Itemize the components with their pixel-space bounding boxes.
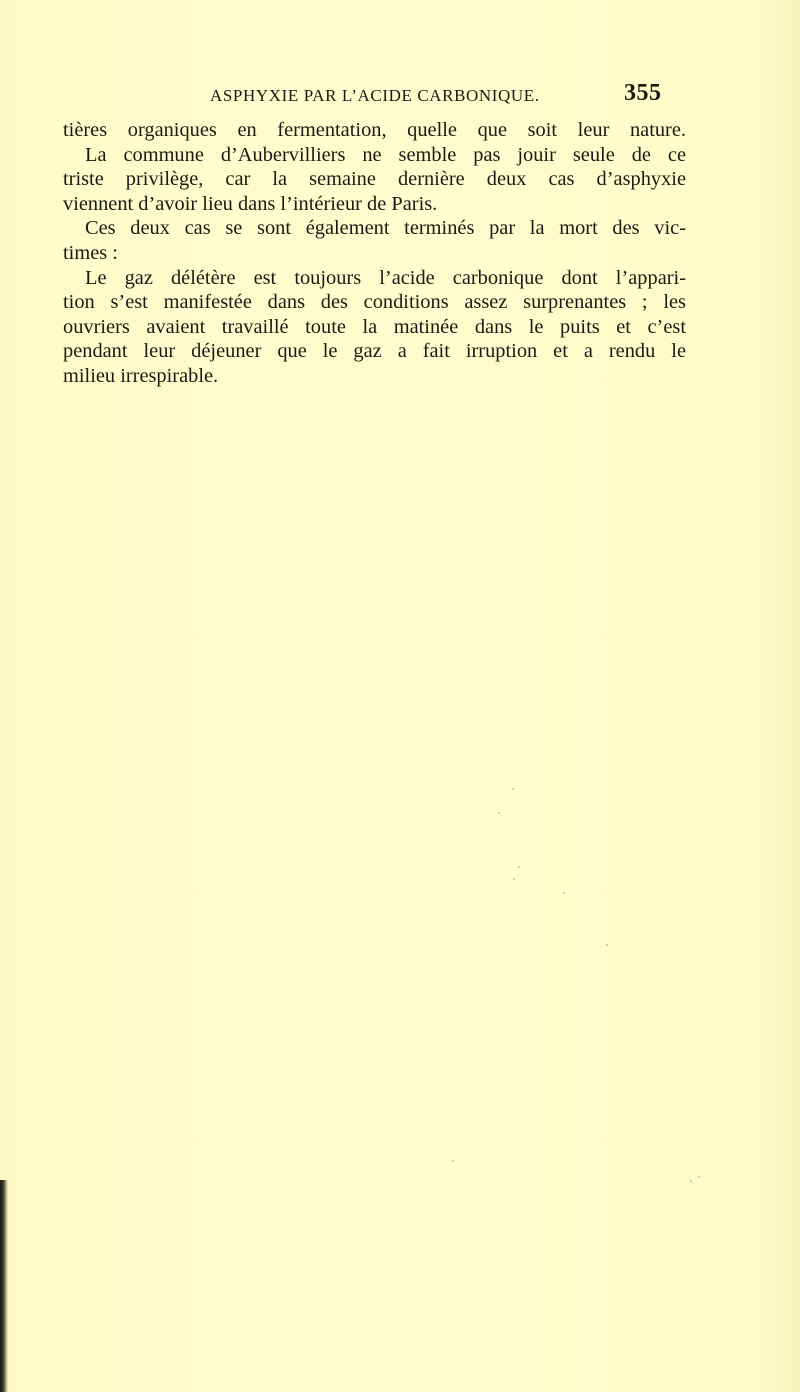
text-line: pendant leur déjeuner que le gaz a fait irruption et a rendu le: [63, 340, 686, 363]
paper-speck: [452, 1160, 454, 1162]
paper-speck: [513, 878, 515, 880]
paper-speck: [698, 1176, 700, 1178]
paper-speck: [512, 788, 514, 790]
paper-speck: [518, 866, 520, 868]
text-line: La commune d’Aubervilliers ne semble pas jouir seule de ce: [85, 143, 686, 166]
body-text: [63, 118, 686, 389]
page-number: 355: [624, 80, 662, 106]
text-line: Ces deux cas se sont également terminés par la mort des vic-: [85, 217, 686, 240]
text-line: milieu irrespirable.: [63, 364, 219, 387]
text-line: ouvriers avaient travaillé toute la matinée dans le puits et c’est: [63, 315, 686, 338]
paper-speck: [563, 892, 565, 894]
text-line: tières organiques en fermentation, quelle que soit leur nature.: [63, 119, 686, 141]
binding-edge-shadow: [0, 1180, 8, 1392]
text-line: Le gaz délétère est toujours l’acide carbonique dont l’appari-: [85, 266, 686, 289]
text-line: triste privilège, car la semaine dernière deux cas d’asphyxie: [63, 168, 686, 191]
text-line: viennent d’avoir lieu dans l’intérieur de Paris.: [63, 192, 438, 215]
text-line: tion s’est manifestée dans des conditions assez surprenantes ; les: [63, 291, 686, 314]
running-head: ASPHYXIE PAR L’ACIDE CARBONIQUE.: [210, 86, 540, 105]
text-line: times :: [63, 241, 118, 264]
paper-speck: [606, 944, 608, 946]
paper-speck: [498, 812, 500, 814]
paper-speck: [690, 1180, 692, 1182]
